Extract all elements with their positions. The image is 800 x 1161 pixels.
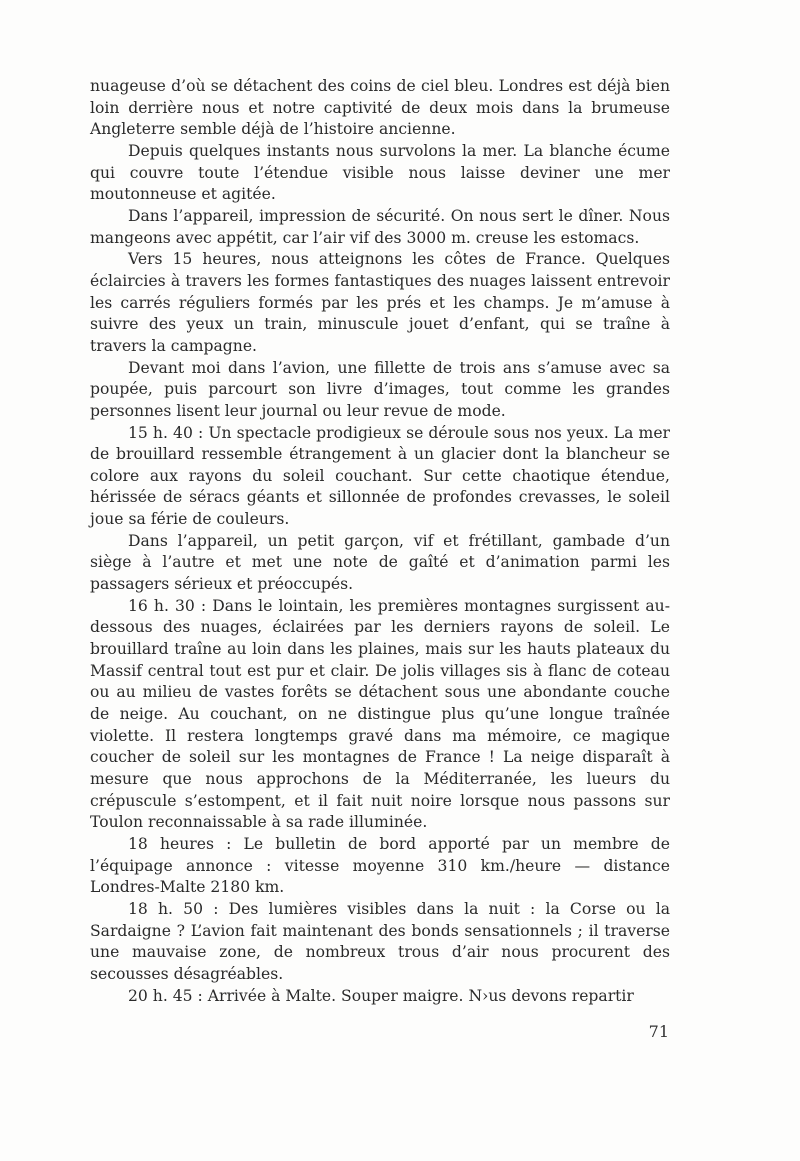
paragraph: Depuis quelques instants nous survolons la mer. La blanche écume qui couvre toute l’étendue visible nous laisse deviner une mer moutonneuse et agitée. — [90, 141, 670, 204]
paragraph: 18 heures : Le bulletin de bord apporté par un membre de l’équipage annonce : vitesse moyenne 310 km./heure — distance Londres-Malte 2180 km. — [90, 834, 670, 897]
paragraph: 18 h. 50 : Des lumières visibles dans la nuit : la Corse ou la Sardaigne ? L’avion fait maintenant des bonds sensationnels ; il traverse une mauvaise zone, de nombreux trous d’air nous procurent des secousses désagréables. — [90, 899, 670, 983]
body-text — [90, 76, 670, 1007]
paragraph: Devant moi dans l’avion, une fillette de trois ans s’amuse avec sa poupée, puis parcourt son livre d’images, tout comme les grandes personnes lisent leur journal ou leur revue de mode. — [90, 358, 670, 420]
paragraph: Vers 15 heures, nous atteignons les côtes de France. Quelques éclaircies à travers les formes fantastiques des nuages laissent entrevoir les carrés réguliers formés par les prés et les champs. Je m’amuse à suivre des yeux un train, minuscule jouet d’enfant, qui se traîne à travers la campagne. — [90, 250, 670, 355]
paragraph: Dans l’appareil, impression de sécurité. On nous sert le dîner. Nous mangeons avec appétit, car l’air vif des 3000 m. creuse les estomacs. — [90, 206, 670, 247]
paragraph: 20 h. 45 : Arrivée à Malte. Souper maigre. N›us devons repartir — [128, 986, 634, 1005]
paragraph: Dans l’appareil, un petit garçon, vif et frétillant, gambade d’un siège à l’autre et met une note de gaîté et d’animation parmi les passagers sérieux et préoccupés. — [90, 531, 670, 594]
paragraph-continuation: nuageuse d’où se détachent des coins de ciel bleu. Londres est déjà bien loin derrière nous et notre captivité de deux mois dans la brumeuse Angleterre semble déjà de l’histoire ancienne. — [90, 77, 670, 139]
paragraph: 15 h. 40 : Un spectacle prodigieux se déroule sous nos yeux. La mer de brouillard ressemble étrangement à un glacier dont la blancheur se colore aux rayons du soleil couchant. Sur cette chaotique étendue, hérissée de séracs géants et sillonnée de profondes crevasses, le soleil joue sa férie de couleurs. — [90, 423, 670, 529]
paragraph: 16 h. 30 : Dans le lointain, les premières montagnes surgissent au-dessous des nuages, éclairées par les derniers rayons de soleil. Le brouillard traîne au loin dans les plaines, mais sur les hauts plateaux du Massif central tout est pur et clair. De jolis villages sis à flanc de coteau ou au milieu de vastes forêts se détachent sous une abondante couche de neige. Au couchant, on ne distingue plus qu’une longue traînée violette. Il restera longtemps gravé dans ma mémoire, ce magique coucher de soleil sur les montagnes de France ! La neige disparaît à mesure que nous approchons de la Méditerranée, les lueurs du crépuscule s’estompent, et il fait nuit noire lorsque nous passons sur Toulon reconnaissable à sa rade illuminée. — [90, 596, 670, 832]
page-number: 71 — [648, 1022, 669, 1041]
